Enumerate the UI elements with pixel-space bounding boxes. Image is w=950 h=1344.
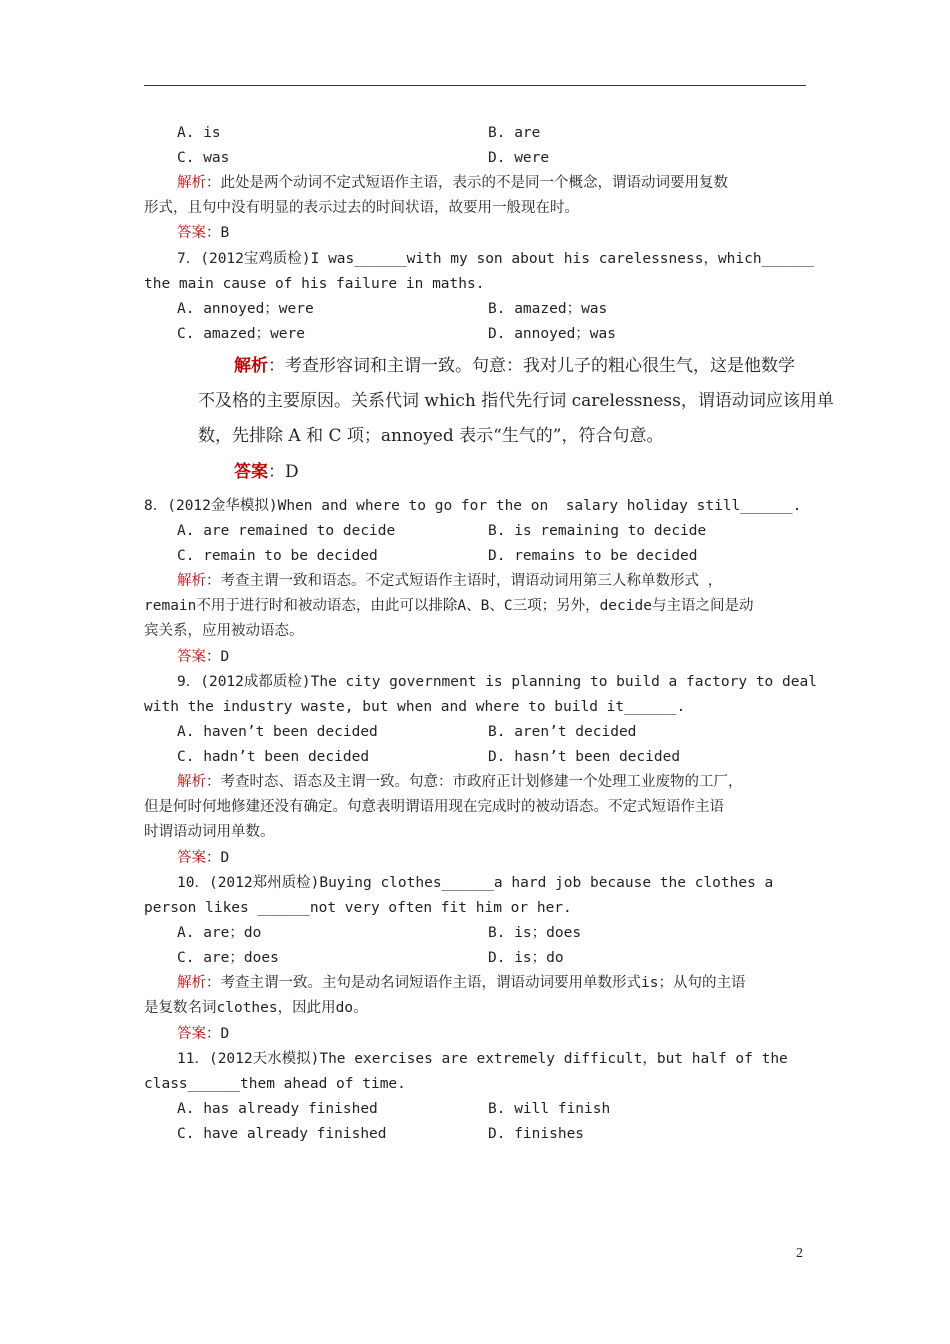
analysis-label: 解析 <box>177 175 206 191</box>
analysis-line: 宾关系，应用被动语态。 <box>144 623 304 639</box>
answer-label: 答案 <box>177 1026 206 1042</box>
analysis-line: 解析：此处是两个动词不定式短语作主语，表示的不是同一个概念，谓语动词要用复数 <box>177 175 728 191</box>
question-stem: 8．(2012金华模拟)When and where to go for the on salary holiday still______. <box>144 498 802 514</box>
answer-line: 答案：D <box>177 1026 230 1042</box>
analysis-line: 不及格的主要原因。关系代词 which 指代先行词 carelessness，谓语动词应该用单 <box>198 391 834 411</box>
question-stem: 11．(2012天水模拟)The exercises are extremely difficult，but half of the <box>177 1051 788 1067</box>
pasted-analysis-image <box>198 352 838 492</box>
question-stem: class______them ahead of time. <box>144 1076 406 1092</box>
option-a: A. are remained to decide <box>177 523 396 539</box>
option-a: A. are；do <box>177 925 262 941</box>
option-c: C. have already finished <box>177 1126 387 1142</box>
analysis-label: 解析 <box>177 573 206 589</box>
answer-line: 答案：D <box>177 850 230 866</box>
analysis-line: 解析：考查时态、语态及主谓一致。句意：市政府正计划修建一个处理工业废物的工厂， <box>177 774 743 790</box>
answer-label: 答案 <box>234 462 268 482</box>
option-d: D. finishes <box>488 1126 585 1142</box>
answer-line: 答案：B <box>177 225 230 241</box>
analysis-line: remain不用于进行时和被动语态，由此可以排除A、B、C三项；另外，decide与主语之间是动 <box>144 598 754 614</box>
option-b: B. will finish <box>488 1101 611 1117</box>
question-stem: with the industry waste, but when and where to build it______. <box>144 699 686 715</box>
option-c: C. hadn’t been decided <box>177 749 370 765</box>
option-d: D. were <box>488 150 550 166</box>
analysis-line: 数，先排除 A 和 C 项；annoyed 表示“生气的”，符合句意。 <box>198 426 664 446</box>
option-c: C. remain to be decided <box>177 548 378 564</box>
question-stem: person likes ______not very often fit him or her. <box>144 900 572 916</box>
option-b: B. is；does <box>488 925 582 941</box>
analysis-line: 解析：考查主谓一致。主句是动名词短语作主语，谓语动词要用单数形式is；从句的主语 <box>177 975 746 991</box>
analysis-line: 解析：考查主谓一致和语态。不定式短语作主语时，谓语动词用第三人称单数形式 ， <box>177 573 723 589</box>
question-stem: the main cause of his failure in maths. <box>144 276 485 292</box>
option-a: A. annoyed；were <box>177 301 314 317</box>
analysis-line: 时谓语动词用单数。 <box>144 824 275 840</box>
option-d: D. hasn’t been decided <box>488 749 681 765</box>
question-stem: 7．(2012宝鸡质检)I was______with my son about his carelessness，which______ <box>177 251 814 267</box>
option-c: C. are；does <box>177 950 279 966</box>
analysis-line: 是复数名词clothes，因此用do。 <box>144 1000 368 1016</box>
analysis-label: 解析 <box>234 356 268 376</box>
option-c: C. was <box>177 150 230 166</box>
analysis-label: 解析 <box>177 975 206 991</box>
option-d: D. annoyed；was <box>488 326 616 342</box>
analysis-line: 但是何时何地修建还没有确定。句意表明谓语用现在完成时的被动语态。不定式短语作主语 <box>144 799 724 815</box>
option-d: D. remains to be decided <box>488 548 698 564</box>
answer-label: 答案 <box>177 225 206 241</box>
option-b: B. aren’t decided <box>488 724 637 740</box>
option-b: B. amazed；was <box>488 301 608 317</box>
analysis-label: 解析 <box>177 774 206 790</box>
option-c: C. amazed；were <box>177 326 305 342</box>
option-a: A. is <box>177 125 221 141</box>
answer-line: 答案：D <box>234 462 299 482</box>
answer-line: 答案：D <box>177 649 230 665</box>
option-b: B. are <box>488 125 541 141</box>
page-number: 2 <box>796 1246 803 1261</box>
question-stem: 9．(2012成都质检)The city government is planning to build a factory to deal <box>177 674 817 690</box>
option-b: B. is remaining to decide <box>488 523 707 539</box>
header-rule <box>144 85 806 86</box>
answer-label: 答案 <box>177 850 206 866</box>
analysis-line: 解析：考查形容词和主谓一致。句意：我对儿子的粗心很生气，这是他数学 <box>234 356 795 376</box>
answer-label: 答案 <box>177 649 206 665</box>
option-a: A. has already finished <box>177 1101 378 1117</box>
option-a: A. haven’t been decided <box>177 724 378 740</box>
question-stem: 10．(2012郑州质检)Buying clothes______a hard job because the clothes a <box>177 875 774 891</box>
analysis-line: 形式，且句中没有明显的表示过去的时间状语，故要用一般现在时。 <box>144 200 579 216</box>
option-d: D. is；do <box>488 950 564 966</box>
